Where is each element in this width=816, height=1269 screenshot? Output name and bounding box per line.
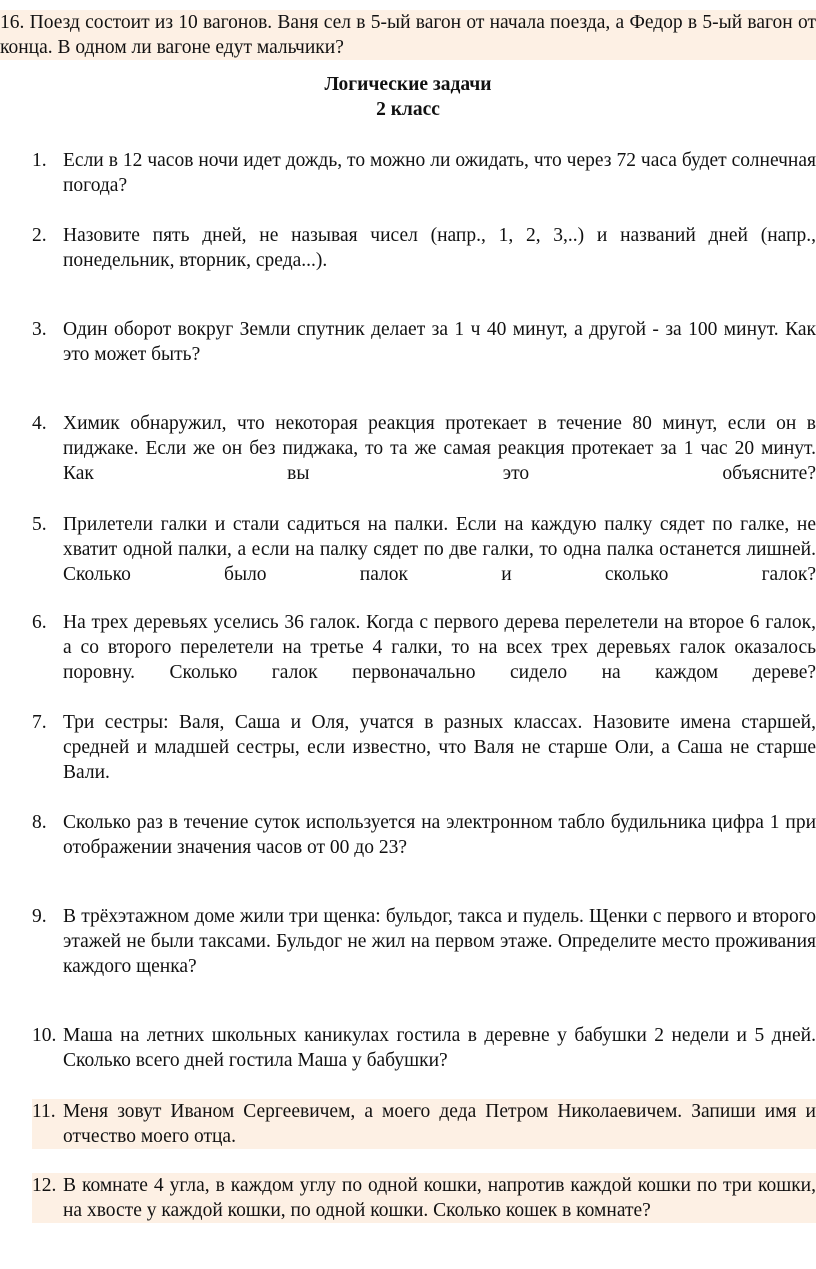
task-number: 11. <box>32 1101 56 1122</box>
task-5 <box>32 512 816 587</box>
task-10 <box>32 1023 816 1073</box>
task-2 <box>32 223 816 273</box>
task-number: 9. <box>32 906 47 927</box>
task-number: 12. <box>32 1175 57 1196</box>
task-3 <box>32 317 816 367</box>
task-text: Химик обнаружил, что некоторая реакция протекает в течение 80 минут, если он в пиджаке. Если же он без пиджака, то та же самая реакция протекает за 1 час 20 минут. Как вы это объясните? <box>63 413 816 484</box>
task-number: 8. <box>32 812 47 833</box>
task-number: 6. <box>32 612 47 633</box>
task-number: 2. <box>32 225 47 246</box>
task-9 <box>32 904 816 979</box>
task-number: 10. <box>32 1025 57 1046</box>
task-text: Меня зовут Иваном Сергеевичем, а моего деда Петром Николаевичем. Запиши имя и отчество моего отца. <box>63 1101 816 1147</box>
task-number: 4. <box>32 413 47 434</box>
page-title <box>0 72 816 122</box>
task-text: Если в 12 часов ночи идет дождь, то можно ли ожидать, что через 72 часа будет солнечная погода? <box>63 150 816 196</box>
task-1 <box>32 148 816 198</box>
task-text: Три сестры: Валя, Саша и Оля, учатся в разных классах. Назовите имена старшей, средней и младшей сестры, если известно, что Валя не старше Оли, а Саша не старше Вали. <box>63 712 816 783</box>
task-7 <box>32 710 816 785</box>
task-number: 3. <box>32 319 47 340</box>
task-text: Сколько раз в течение суток используется на электронном табло будильника цифра 1 при отображении значения часов от 00 до 23? <box>63 812 816 858</box>
task-number: 1. <box>32 150 47 171</box>
task-text: В комнате 4 угла, в каждом углу по одной кошки, напротив каждой кошки по три кошки, на хвосте у каждой кошки, по одной кошки. Сколько кошек в комнате? <box>63 1175 816 1221</box>
task-4 <box>32 411 816 486</box>
task-text: Назовите пять дней, не называя чисел (напр., 1, 2, 3,..) и названий дней (напр., понедельник, вторник, среда...). <box>63 225 816 271</box>
title-line-1: Логические задачи <box>324 74 492 95</box>
task-12 <box>32 1173 816 1223</box>
task-text: Маша на летних школьных каникулах гостила в деревне у бабушки 2 недели и 5 дней. Сколько всего дней гостила Маша у бабушки? <box>63 1025 816 1071</box>
task-11 <box>32 1099 816 1149</box>
task-number: 5. <box>32 514 47 535</box>
task-text: В трёхэтажном доме жили три щенка: бульдог, такса и пудель. Щенки с первого и второго этажей не были таксами. Бульдог не жил на первом этаже. Определите место проживания каждого щенка? <box>63 906 816 977</box>
task-text: Прилетели галки и стали садиться на палки. Если на каждую палку сядет по галке, не хватит одной палки, а если на палку сядет по две галки, то одна палка останется лишней. Сколько было палок и сколько галок? <box>63 514 816 585</box>
title-line-2: 2 класс <box>376 99 440 120</box>
task-16: 16. Поезд состоит из 10 вагонов. Ваня сел в 5-ый вагон от начала поезда, а Федор в 5-ый вагон от конца. В одном ли вагоне едут мальчики? <box>0 12 816 58</box>
task-6 <box>32 610 816 685</box>
task-8 <box>32 810 816 860</box>
task-number: 7. <box>32 712 47 733</box>
task-text: Один оборот вокруг Земли спутник делает за 1 ч 40 минут, а другой - за 100 минут. Как это может быть? <box>63 319 816 365</box>
task-text: На трех деревьях уселись 36 галок. Когда с первого дерева перелетели на второе 6 галок, а со второго перелетели на третье 4 галки, то на всех трех деревьях галок оказалось поровну. Сколько галок первоначально сидело на каждом дереве? <box>63 612 816 683</box>
